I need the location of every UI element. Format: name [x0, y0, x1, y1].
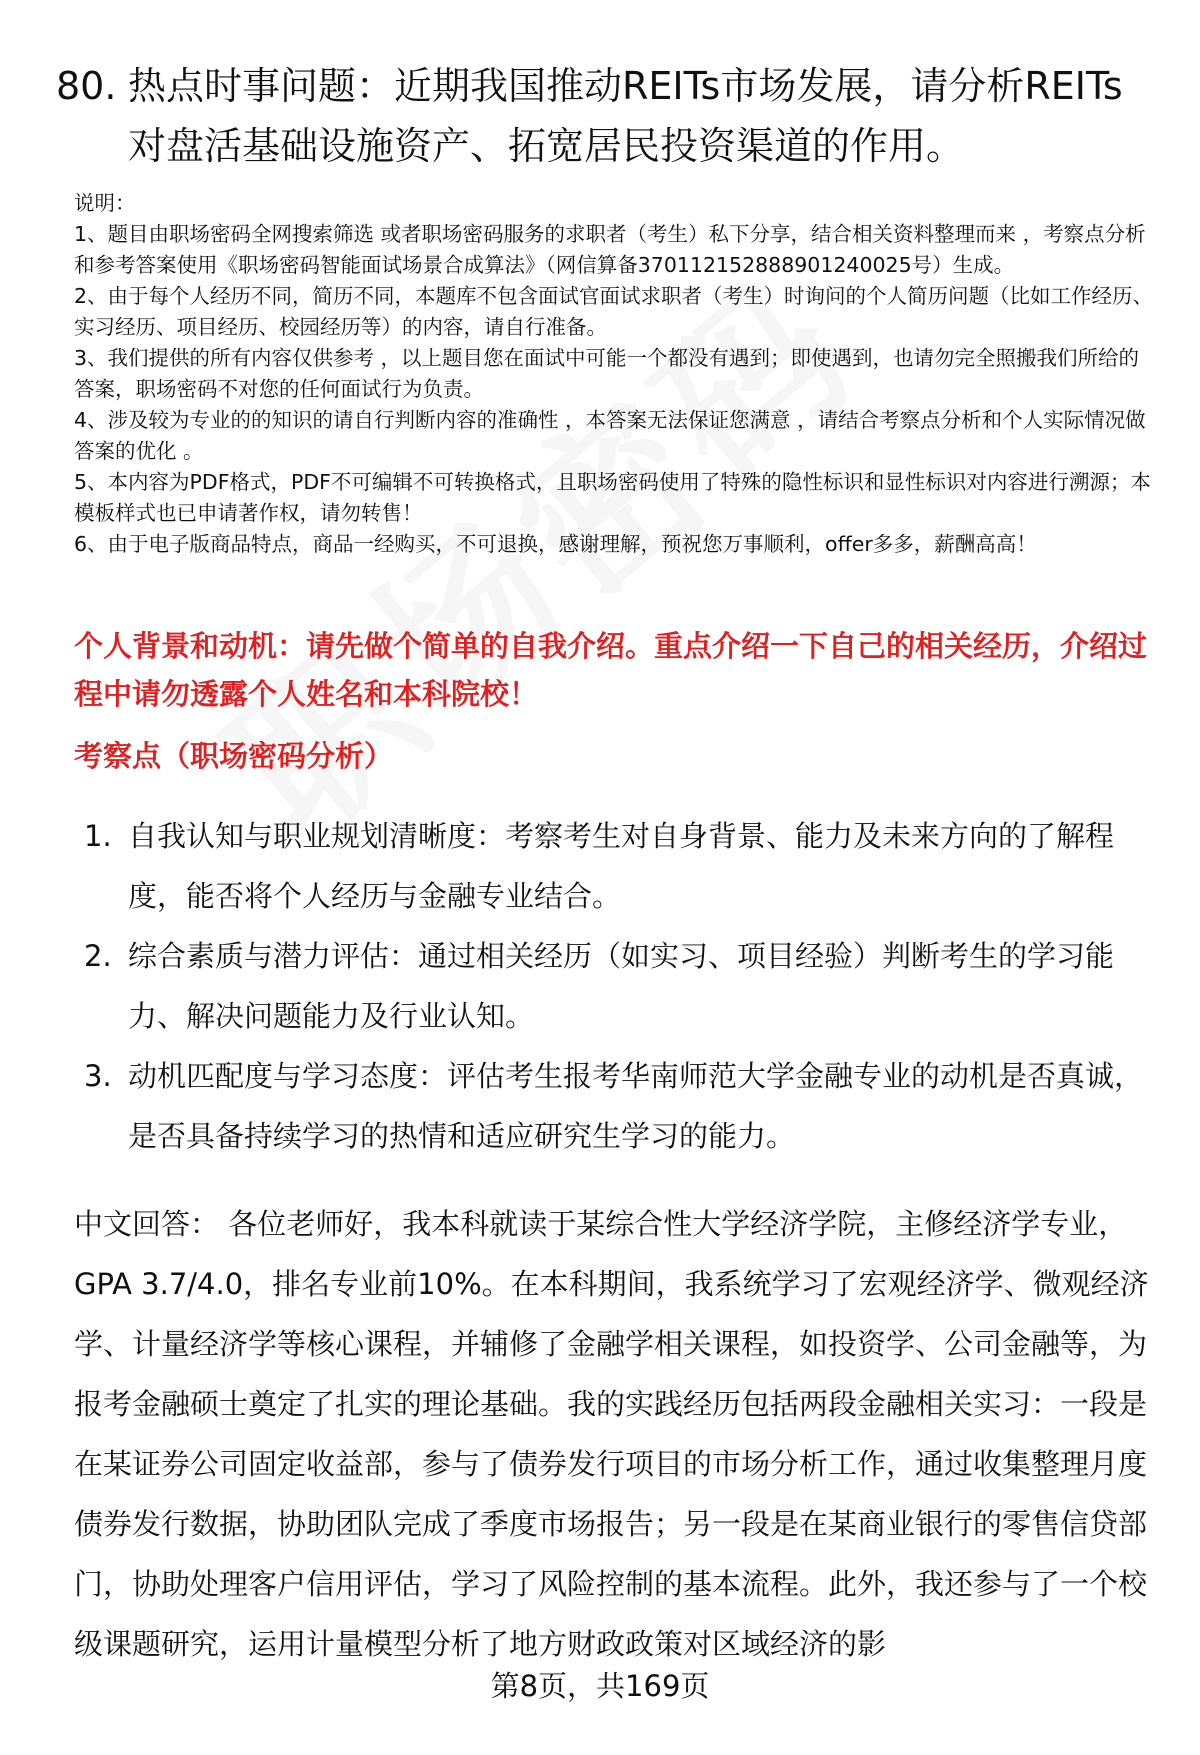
- note-item: 4、涉及较为专业的的知识的请自行判断内容的准确性 ，本答案无法保证您满意 ，请结合考察点分析和个人实际情况做答案的优化 。: [74, 408, 1146, 463]
- point-number: 1.: [84, 819, 112, 853]
- note-item: 6、由于电子版商品特点，商品一经购买，不可退换，感谢理解，预祝您万事顺利，offer多多，薪酬高高！: [74, 532, 1037, 556]
- analysis-point: [84, 926, 1164, 1046]
- point-text: 动机匹配度与学习态度：评估考生报考华南师范大学金融专业的动机是否真诚，是否具备持续学习的热情和适应研究生学习的能力。: [128, 1059, 1144, 1153]
- question-number: 80.: [56, 64, 117, 108]
- note-item: 1、题目由职场密码全网搜索筛选 或者职场密码服务的求职者（考生）私下分享，结合相关资料整理而来 ，考察点分析和参考答案使用《职场密码智能面试场景合成算法》（网信算备370112152888901240025号）生成。: [74, 222, 1146, 277]
- notes-title: 说明：: [74, 191, 136, 215]
- notes-section: [74, 188, 1154, 560]
- analysis-heading: 考察点（职场密码分析）: [74, 739, 394, 773]
- page-footer: 第8页，共169页: [490, 1669, 710, 1703]
- question-text: 热点时事问题：近期我国推动REITs市场发展，请分析REITs对盘活基础设施资产、拓宽居民投资渠道的作用。: [128, 64, 1123, 168]
- point-number: 3.: [84, 1059, 112, 1093]
- point-number: 2.: [84, 939, 112, 973]
- answer-text: 中文回答： 各位老师好，我本科就读于某综合性大学经济学院，主修经济学专业，GPA 3.7/4.0，排名专业前10%。在本科期间，我系统学习了宏观经济学、微观经济学、计量经济学等核心课程，并辅修了金融学相关课程，如投资学、公司金融等，为报考金融硕士奠定了扎实的理论基础。我的实践经历包括两段金融相关实习：一段是在某证券公司固定收益部，参与了债券发行项目的市场分析工作，通过收集整理月度债券发行数据，协助团队完成了季度市场报告；另一段是在某商业银行的零售信贷部门，协助处理客户信用评估，学习了风险控制的基本流程。此外，我还参与了一个校级课题研究，运用计量模型分析了地方财政政策对区域经济的影: [74, 1207, 1149, 1661]
- analysis-point: [84, 1046, 1164, 1166]
- analysis-point: [84, 806, 1164, 926]
- point-text: 自我认知与职业规划清晰度：考察考生对自身背景、能力及未来方向的了解程度，能否将个人经历与金融专业结合。: [128, 819, 1115, 913]
- note-item: 2、由于每个人经历不同，简历不同，本题库不包含面试官面试求职者（考生）时询问的个人简历问题（比如工作经历、实习经历、项目经历、校园经历等）的内容，请自行准备。: [74, 284, 1154, 339]
- analysis-points: [84, 806, 1164, 1166]
- background-heading: 个人背景和动机：请先做个简单的自我介绍。重点介绍一下自己的相关经历，介绍过程中请勿透露个人姓名和本科院校！: [74, 629, 1148, 711]
- note-item: 3、我们提供的所有内容仅供参考 ，以上题目您在面试中可能一个都没有遇到；即使遇到，也请勿完全照搬我们所给的答案，职场密码不对您的任何面试行为负责。: [74, 346, 1140, 401]
- note-item: 5、本内容为PDF格式，PDF不可编辑不可转换格式，且职场密码使用了特殊的隐性标识和显性标识对内容进行溯源；本模板样式也已申请著作权，请勿转售！: [74, 470, 1151, 525]
- point-text: 综合素质与潜力评估：通过相关经历（如实习、项目经验）判断考生的学习能力、解决问题能力及行业认知。: [128, 939, 1115, 1033]
- question-title: [56, 56, 1156, 176]
